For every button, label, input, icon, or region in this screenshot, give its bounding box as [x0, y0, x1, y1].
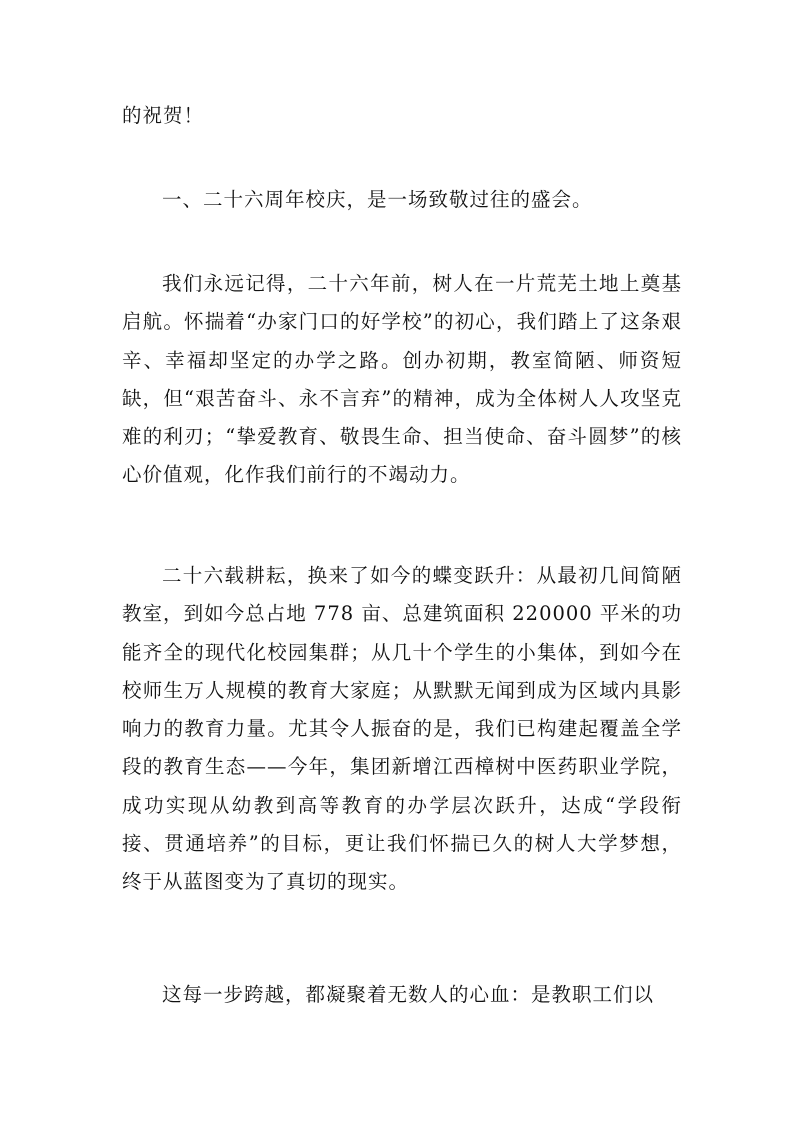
paragraph-closing-line: 的祝贺！	[122, 104, 205, 127]
paragraph-founding-history: 我们永远记得，二十六年前，树人在一片荒芜土地上奠基启航。怀揣着“办家门口的好学校”的初心，我们踏上了这条艰辛、幸福却坚定的办学之路。创办初期，教室简陋、师资短缺，但“艰苦奋斗、永不言弃”的精神，成为全体树人人攻坚克难的利刃；“挚爱教育、敬畏生命、担当使命、奋斗圆梦”的核心价值观，化作我们前行的不竭动力。	[122, 272, 682, 487]
section-heading: 一、二十六周年校庆，是一场致敬过往的盛会。	[162, 188, 593, 211]
paragraph-efforts: 这每一步跨越，都凝聚着无数人的心血：是教职工们以	[162, 983, 655, 1006]
paragraph-development: 二十六载耕耘，换来了如今的蝶变跃升：从最初几间简陋教室，到如今总占地 778 亩、总建筑面积 220000 平米的功能齐全的现代化校园集群；从几十个学生的小集体，到如今在校师生万人规模的教育大家庭；从默默无闻到成为区域内具影响力的教育力量。尤其令人振奋的是，我们已构建起覆盖全学段的教育生态——今年，集团新增江西樟树中医药职业学院，成功实现从幼教到高等教育的办学层次跃升，达成“学段衔接、贯通培养”的目标，更让我们怀揣已久的树人大学梦想，终于从蓝图变为了真切的现实。	[122, 564, 682, 894]
